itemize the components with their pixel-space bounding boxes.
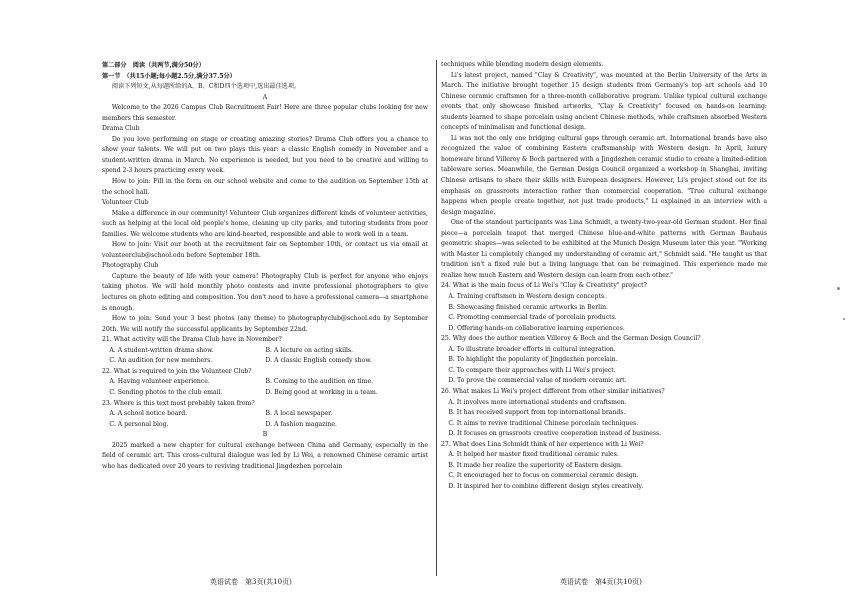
volunteer-body: Make a difference in our community! Volunteer Club organizes different kinds of volunteer activities, such as helping at the local old people's home, cleaning up city parks, and tutoring students from poor families. We welcome students who are kind-hearted, responsible and able to work well in a team. <box>102 209 428 238</box>
question-22-options <box>102 377 428 388</box>
question-21-options-2 <box>102 356 428 367</box>
option-26d: D. It focuses on grassroots creative cooperation instead of business. <box>448 430 662 438</box>
passage-b-p3: Li was not the only one bridging cultural gaps through ceramic art. International brands have also recognized the value of combining Eastern craftsmanship with Western design. In April, luxury homeware brand Villeroy & Boch partnered with a Jingdezhen ceramic studio to create a limited-edition tableware series. Meanwhile, the German Design Council organized a workshop in Shanghai, inviting Chinese artisans to share their skills with European designers. However, Li's project stood out for its emphasis on grassroots interaction rather than commercial cooperation. "True cultural exchange happens when people create together, not just trade products," Li explained in an interview with a design magazine. <box>441 134 767 216</box>
option-27a: A. It helped her master fixed traditional ceramic rules. <box>448 451 619 459</box>
question-21-options <box>102 346 428 357</box>
question-22-options-2 <box>102 388 428 399</box>
option-23d: D. A fashion magazine. <box>265 420 337 428</box>
scan-speck <box>843 318 845 320</box>
option-24c: C. Promoting commercial trade of porcelain products. <box>448 314 617 322</box>
question-21: 21. What activity will the Drama Club have in November? <box>102 336 282 344</box>
section-heading: 第二部分 阅读（共两节,满分50分） <box>102 62 205 69</box>
option-27d: D. It inspired her to combine different design styles creatively. <box>448 482 644 490</box>
question-27: 27. What does Lina Schmidt think of her experience with Li Wei? <box>441 440 644 448</box>
option-21c: C. An audition for new members. <box>109 357 213 365</box>
option-25b: B. To highlight the popularity of Jingdezhen porcelain. <box>448 356 618 364</box>
option-21b: B. A lecture on acting skills. <box>265 346 354 354</box>
option-25d: D. To prove the commercial value of modern ceramic art. <box>448 377 627 385</box>
option-26c: C. It aims to revive traditional Chinese porcelain techniques. <box>448 419 639 427</box>
passage-b-p2: Li's latest project, named "Clay & Creativity", was mounted at the Berlin University of the Arts in March. The initiative brought together 15 design students from Germany's top art schools and 10 Chinese ceramic craftsmen for a three-month collaborative program. Unlike typical cultural exchange events that only showcase finished artworks, "Clay & Creativity" focused on hands-on learning: students learned to shape porcelain using ancient Chinese methods, while craftsmen absorbed Western concepts of minimalism and functional design. <box>441 71 767 132</box>
option-21d: D. A classic English comedy show. <box>265 357 372 365</box>
drama-join: How to join: Fill in the form on our school website and come to the audition on September 15th at the school hall. <box>102 178 428 196</box>
passage-b-continued: techniques while blending modern design elements. <box>441 61 604 68</box>
photo-body: Capture the beauty of life with your camera! Photography Club is perfect for anyone who enjoys taking photos. We will hold monthly photo contests and invite professional photographers to give lectures on photo editing and composition. You don't need to have a professional camera—a smartphone is enough. <box>102 272 428 312</box>
left-column <box>102 61 428 472</box>
passage-b-p4: One of the standout participants was Lina Schmidt, a twenty-two-year-old German student. Her final piece—a porcelain teapot that merged Chinese blue-and-white patterns with German Bauhaus geometric shapes—was selected to be exhibited at the Munich Design Museum later this year. "Working with Master Li completely changed my understanding of ceramic art," Schmidt said. "He taught us that tradition isn't a fixed rule but a living language that can be reimagined. This experience made me realize how much Eastern and Western design can learn from each other." <box>441 219 767 279</box>
option-24b: B. Showcasing finished ceramic artworks in Berlin. <box>448 303 609 311</box>
passage-b-label: B <box>262 431 268 439</box>
footer-left-page-number: 英语试卷 第3页(共10页) <box>210 578 292 586</box>
option-22b: B. Coming to the audition on time. <box>265 378 374 386</box>
option-24d: D. Offering hands-on collaborative learning experiences. <box>448 324 625 332</box>
right-column <box>441 60 767 492</box>
question-23: 23. Where is this text most probably taken from? <box>102 399 255 407</box>
volunteer-title: Volunteer Club <box>102 199 149 207</box>
option-23b: B. A local newspaper. <box>265 410 333 418</box>
passage-a-intro: Welcome to the 2026 Campus Club Recruitment Fair! Here are three popular clubs looking for new members this semester. <box>102 104 428 122</box>
option-26b: B. It has received support from top international brands. <box>448 409 626 417</box>
part-heading: 第一节 （共15小题;每小题2.5分,满分37.5分） <box>102 72 236 80</box>
question-22: 22. What is required to join the Volunteer Club? <box>102 367 252 375</box>
passage-a-label: A <box>262 93 268 101</box>
scan-speck <box>837 287 840 290</box>
option-27b: B. It made her realize the superiority of Eastern design. <box>448 461 623 469</box>
option-22a: A. Having volunteer experience. <box>109 378 210 386</box>
question-23-options-2 <box>102 420 428 431</box>
option-22c: C. Sending photos to the club email. <box>109 388 223 396</box>
footer-right-page-number: 英语试卷 第4页(共10页) <box>560 578 642 586</box>
question-23-options <box>102 409 428 420</box>
option-23c: C. A personal blog. <box>109 420 169 428</box>
instruction: 阅读下列短文,从每题所给的A、B、C和D四个选项中,选出最佳选项。 <box>111 83 301 91</box>
question-25: 25. Why does the author mention Villeroy & Boch and the German Design Council? <box>441 335 701 343</box>
question-24: 24. What is the main focus of Li Wei's "Clay & Creativity" project? <box>441 282 647 290</box>
option-25a: A. To illustrate broader efforts in cultural integration. <box>448 345 616 353</box>
option-27c: C. It encouraged her to focus on commercial ceramic design. <box>448 472 639 480</box>
option-26a: A. It involves more international students and craftsmen. <box>448 398 627 406</box>
passage-b-p1: 2025 marked a new chapter for cultural exchange between China and Germany, especially in the field of ceramic art. This cross-cultural dialogue was led by Li Wei, a renowned Chinese ceramic artist who has dedicated over 20 years to reviving traditional Jingdezhen porcelain <box>102 441 428 470</box>
option-25c: C. To compare their approaches with Li Wei's project. <box>448 366 616 374</box>
option-23a: A. A school notice board. <box>109 410 188 418</box>
volunteer-join: How to join: Visit our booth at the recruitment fair on September 10th, or contact us via email at volunteerclub@school.edu before September 18th. <box>102 241 428 259</box>
photo-title: Photography Club <box>102 262 159 270</box>
drama-body: Do you love performing on stage or creating amazing stories? Drama Club offers you a chance to show your talents. We will put on two plays this year: a classic English comedy in November and a student-written drama in March. No experience is needed, but you need to be creative and willing to spend 2-3 hours practicing every week. <box>102 135 428 175</box>
photo-join: How to join: Send your 3 best photos (any theme) to photographyclub@school.edu by September 20th. We will notify the successful applicants by September 22nd. <box>102 315 428 333</box>
option-24a: A. Training craftsmen in Western design concepts. <box>448 293 607 301</box>
column-divider <box>436 60 437 576</box>
question-26: 26. What makes Li Wei's project different from other similar initiatives? <box>441 387 665 395</box>
drama-title: Drama Club <box>102 125 140 133</box>
option-21a: A. A student-written drama show. <box>109 346 214 354</box>
option-22d: D. Being good at working in a team. <box>265 388 378 396</box>
